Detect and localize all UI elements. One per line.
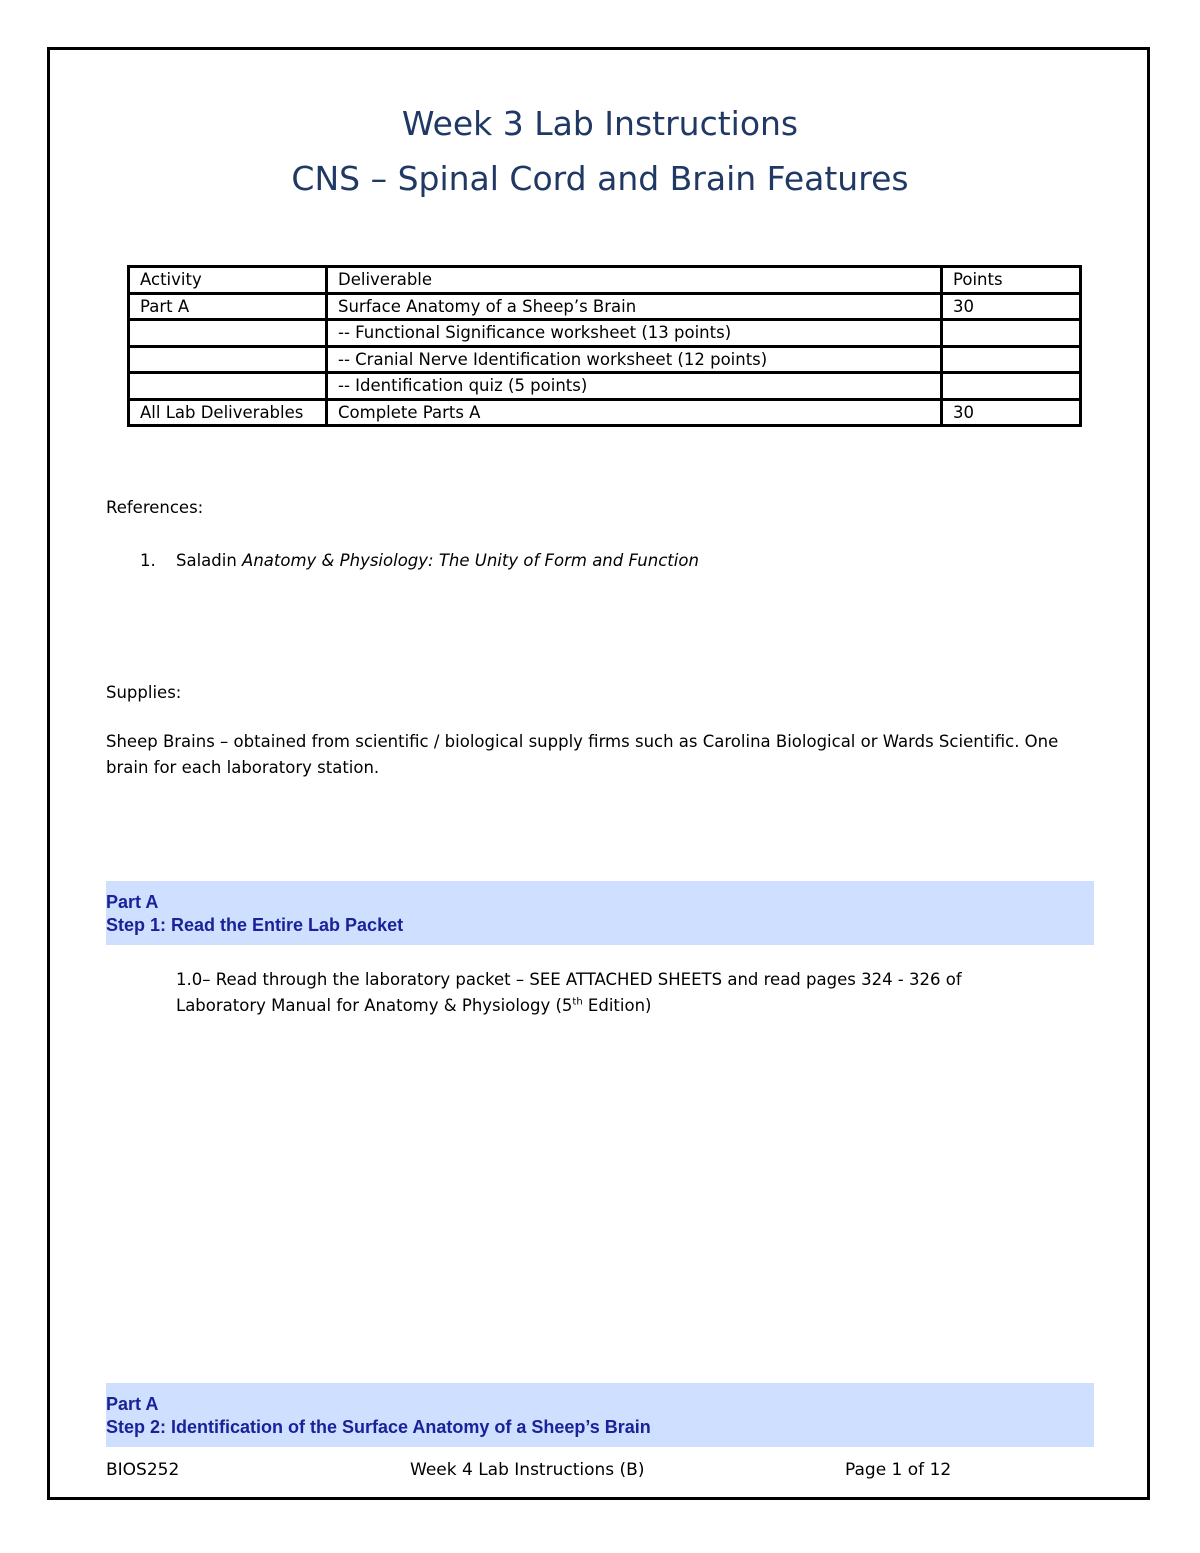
table-cell-activity — [129, 373, 327, 400]
page-subtitle: CNS – Spinal Cord and Brain Features — [291, 159, 909, 198]
table-cell-deliverable: -- Identification quiz (5 points) — [327, 373, 942, 400]
table-cell-deliverable: -- Cranial Nerve Identification worksheet (12 points) — [327, 346, 942, 373]
table-cell-activity — [129, 346, 327, 373]
reference-author: Saladin — [176, 551, 243, 570]
table-row — [129, 293, 1081, 320]
table-cell-deliverable: -- Functional Significance worksheet (13 points) — [327, 320, 942, 347]
table-row — [129, 346, 1081, 373]
table-cell-activity: All Lab Deliverables — [129, 399, 327, 426]
table-cell-points — [942, 346, 1081, 373]
reference-number: 1. — [140, 551, 156, 570]
step1-superscript: th — [572, 996, 583, 1008]
section-header-step2 — [106, 1383, 1094, 1447]
references-label: References: — [106, 498, 204, 517]
supplies-text: Sheep Brains – obtained from scientific / biological supply firms such as Carolina Biological or Wards Scientific. One brain for each laboratory station. — [106, 732, 1059, 777]
table-cell-points: 30 — [942, 399, 1081, 426]
section-header-step1 — [106, 881, 1094, 945]
header-deliverable: Deliverable — [327, 267, 942, 294]
table-cell-points — [942, 320, 1081, 347]
step1-text: 1.0– Read through the laboratory packet – SEE ATTACHED SHEETS and read pages 324 - 326 of Laboratory Manual for Anatomy & Physiology (5 — [176, 970, 962, 1015]
section-part-label: Part A — [106, 892, 159, 912]
table-row — [129, 399, 1081, 426]
step1-instruction — [176, 967, 1056, 1019]
section-part-label: Part A — [106, 1394, 159, 1414]
table-row — [129, 373, 1081, 400]
table-header-row — [129, 267, 1081, 294]
footer-page-number: Page 1 of 12 — [845, 1460, 952, 1480]
section-step-label: Step 1: Read the Entire Lab Packet — [106, 915, 404, 935]
table-cell-points — [942, 373, 1081, 400]
section-step-label: Step 2: Identification of the Surface Anatomy of a Sheep’s Brain — [106, 1417, 651, 1437]
step1-text-end: Edition) — [582, 996, 652, 1015]
table-cell-deliverable: Surface Anatomy of a Sheep’s Brain — [327, 293, 942, 320]
footer-course: BIOS252 — [106, 1460, 180, 1480]
table-cell-points: 30 — [942, 293, 1081, 320]
supplies-label: Supplies: — [106, 683, 182, 702]
table-cell-activity — [129, 320, 327, 347]
header-activity: Activity — [129, 267, 327, 294]
deliverables-table — [127, 265, 1082, 427]
table-cell-deliverable: Complete Parts A — [327, 399, 942, 426]
table-row — [129, 320, 1081, 347]
reference-title: Anatomy & Physiology: The Unity of Form and Function — [242, 551, 699, 570]
footer-doc-title: Week 4 Lab Instructions (B) — [410, 1460, 645, 1480]
header-points: Points — [942, 267, 1081, 294]
table-cell-activity: Part A — [129, 293, 327, 320]
reference-item — [140, 548, 699, 574]
page-title: Week 3 Lab Instructions — [401, 104, 799, 143]
